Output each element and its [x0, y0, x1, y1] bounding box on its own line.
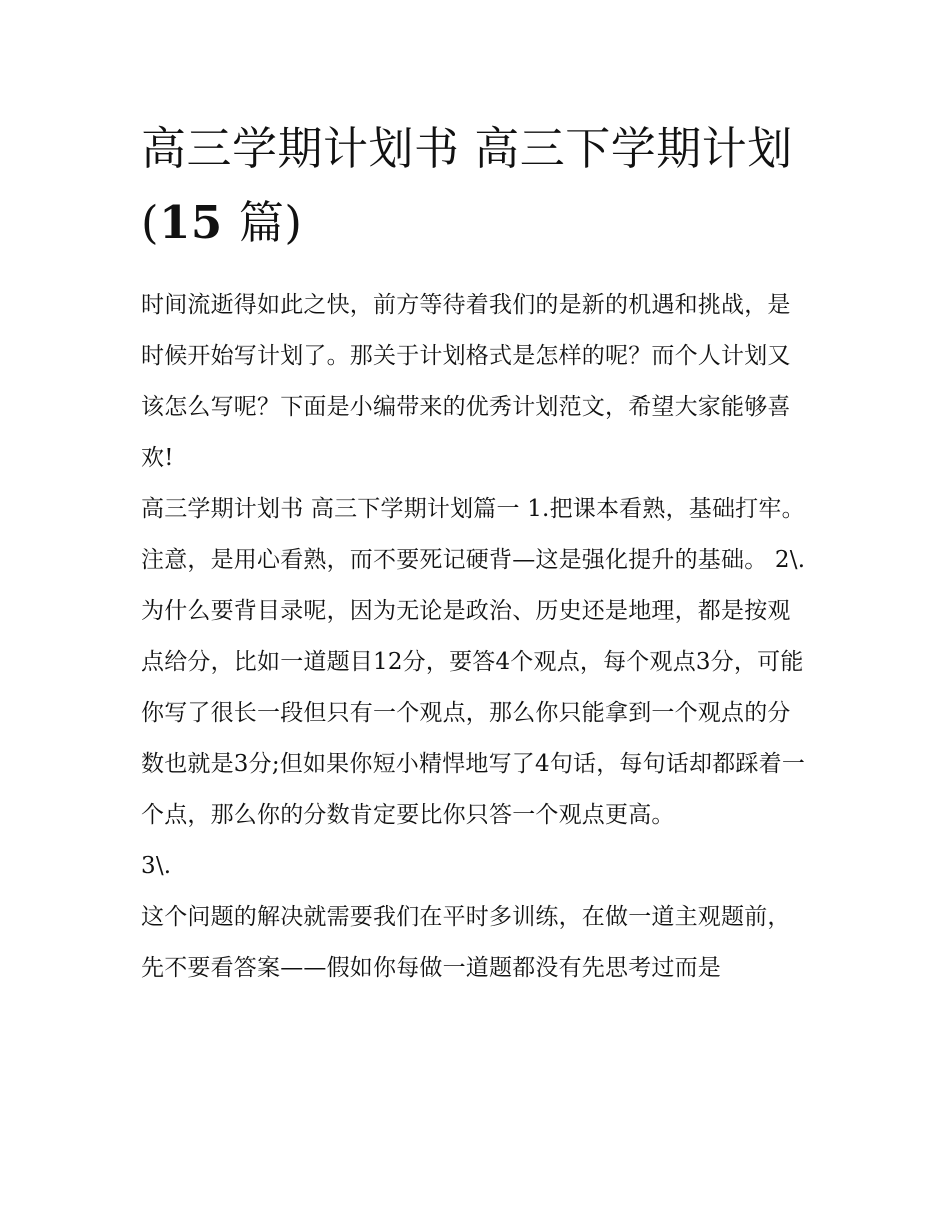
intro-paragraph: 时间流逝得如此之快，前方等待着我们的是新的机遇和挑战，是时候开始写计划了。那关于计划格式是怎样的呢？而个人计划又该怎么写呢？下面是小编带来的优秀计划范文，希望大家能够喜欢!	[141, 292, 791, 471]
title-text-part1: 高三学期计划书 高三下学期计划(	[141, 122, 793, 249]
title-number: 15	[159, 196, 239, 249]
plan-paragraph-3: 这个问题的解决就需要我们在平时多训练，在做一道主观题前，先不要看答案——假如你每做一道题都没有先思考过而是	[141, 904, 791, 981]
plan-paragraph-2: 为什么要背目录呢，因为无论是政治、历史还是地理，都是按观点给分，比如一道题目12分，要答4个观点，每个观点3分，可能你写了很长一段但只有一个观点，那么你只能拿到一个观点的分数也就是3分;但如果你短小精悍地写了4句话，每句话却都踩着一个点，那么你的分数肯定要比你只答一个观点更高。	[141, 598, 806, 828]
document-title	[141, 112, 811, 260]
plan-paragraph-1: 高三学期计划书 高三下学期计划篇一 1.把课本看熟，基础打牢。注意，是用心看熟，而不要死记硬背—这是强化提升的基础。 2\.	[141, 496, 806, 573]
title-text-part2: 篇)	[238, 196, 303, 249]
document-content	[141, 112, 811, 994]
plan-paragraph-3-heading: 3\.	[141, 853, 172, 879]
